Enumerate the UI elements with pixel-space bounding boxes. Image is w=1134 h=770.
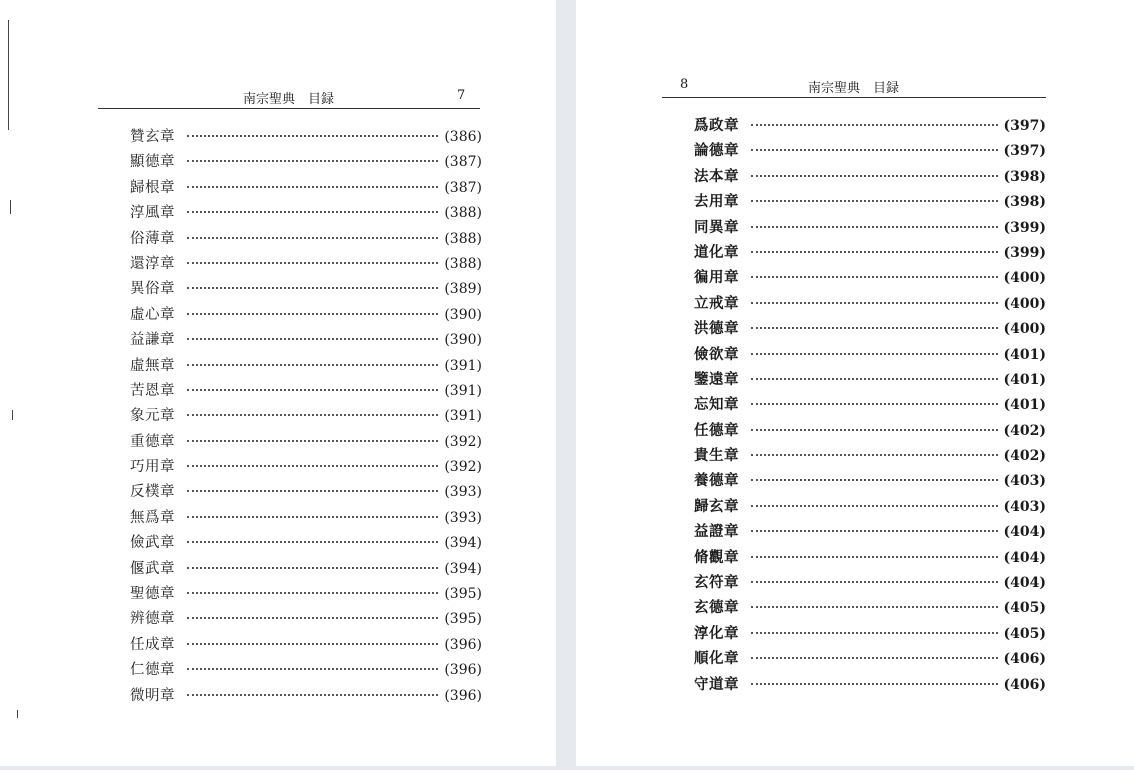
- toc-entry-title: 去用章: [694, 193, 739, 211]
- scan-edge-mark: [12, 410, 13, 420]
- dot-leader: [187, 490, 438, 492]
- dot-leader: [187, 160, 438, 162]
- toc-entry: [130, 557, 482, 582]
- dot-leader: [751, 556, 998, 558]
- dot-leader: [751, 353, 998, 355]
- dot-leader: [751, 479, 998, 481]
- toc-entry: [694, 418, 1046, 443]
- toc-entry-title: 重德章: [130, 433, 175, 450]
- toc-entry-page: (398): [1003, 194, 1046, 211]
- dot-leader: [187, 186, 438, 188]
- toc-entry: [694, 113, 1046, 138]
- dot-leader: [751, 581, 998, 583]
- dot-leader: [187, 567, 438, 569]
- running-header: [243, 88, 334, 107]
- toc-entry-page: (396): [444, 687, 482, 704]
- dot-leader: [187, 313, 438, 315]
- scan-edge-mark: [17, 710, 18, 718]
- toc-entry: [130, 607, 482, 632]
- toc-entry: [694, 443, 1046, 468]
- toc-entry-page: (404): [1003, 575, 1046, 592]
- dot-leader: [751, 429, 998, 431]
- toc-entry-page: (403): [1003, 498, 1046, 515]
- toc-entry: [694, 189, 1046, 214]
- toc-entry: [694, 392, 1046, 417]
- dot-leader: [751, 149, 998, 151]
- dot-leader: [751, 403, 998, 405]
- toc-entry-page: (406): [1003, 676, 1046, 693]
- toc-entry-title: 脩觀章: [694, 548, 739, 566]
- toc-entry: [130, 455, 482, 480]
- dot-leader: [187, 465, 438, 467]
- toc-entry: [694, 240, 1046, 265]
- toc-entry-page: (395): [444, 586, 482, 603]
- toc-entry-page: (398): [1003, 168, 1046, 185]
- toc-entry: [130, 379, 482, 404]
- table-of-contents: [130, 125, 482, 709]
- toc-entry-title: 鑒遠章: [694, 370, 739, 388]
- toc-entry: [694, 367, 1046, 392]
- dot-leader: [187, 414, 438, 416]
- toc-entry-page: (387): [444, 154, 482, 171]
- toc-entry-page: (390): [444, 306, 482, 323]
- toc-entry-title: 立戒章: [694, 294, 739, 312]
- toc-entry-page: (405): [1003, 625, 1046, 642]
- dot-leader: [187, 541, 438, 543]
- toc-entry: [694, 519, 1046, 544]
- dot-leader: [187, 135, 438, 137]
- toc-entry-title: 玄符章: [694, 574, 739, 592]
- dot-leader: [751, 606, 998, 608]
- toc-entry: [694, 545, 1046, 570]
- toc-entry-page: (400): [1003, 295, 1046, 312]
- dot-leader: [751, 200, 998, 202]
- toc-entry: [694, 621, 1046, 646]
- toc-entry: [130, 354, 482, 379]
- toc-entry-page: (393): [444, 484, 482, 501]
- toc-entry: [130, 303, 482, 328]
- toc-entry-page: (397): [1003, 118, 1046, 134]
- toc-entry-page: (392): [444, 459, 482, 476]
- dot-leader: [751, 175, 998, 177]
- dot-leader: [187, 668, 438, 670]
- toc-entry-page: (387): [444, 179, 482, 196]
- toc-entry: [130, 277, 482, 302]
- toc-entry-title: 養德章: [694, 472, 739, 490]
- toc-entry-page: (404): [1003, 524, 1046, 541]
- dot-leader: [751, 276, 998, 278]
- dot-leader: [751, 327, 998, 329]
- dot-leader: [751, 505, 998, 507]
- toc-entry-title: 巧用章: [130, 459, 175, 476]
- toc-entry-title: 仁德章: [130, 662, 175, 679]
- toc-entry-title: 儉武章: [130, 535, 175, 552]
- dot-leader: [187, 643, 438, 645]
- toc-entry-title: 忘知章: [694, 396, 739, 414]
- toc-entry: [130, 582, 482, 607]
- toc-entry: [694, 164, 1046, 189]
- dot-leader: [751, 251, 998, 253]
- toc-entry-page: (396): [444, 636, 482, 653]
- toc-entry: [130, 176, 482, 201]
- toc-entry-page: (400): [1003, 270, 1046, 287]
- toc-entry: [694, 316, 1046, 341]
- toc-entry-title: 異俗章: [130, 281, 175, 298]
- toc-entry-title: 象元章: [130, 408, 175, 425]
- page-number: [457, 88, 465, 103]
- dot-leader: [187, 389, 438, 391]
- toc-entry-page: (401): [1003, 346, 1046, 363]
- toc-entry: [694, 570, 1046, 595]
- toc-entry-title: 辨德章: [130, 611, 175, 628]
- toc-entry: [694, 672, 1046, 697]
- dot-leader: [187, 237, 438, 239]
- toc-entry-title: 爲政章: [694, 117, 739, 134]
- dot-leader: [187, 211, 438, 213]
- toc-entry: [694, 215, 1046, 240]
- toc-entry-title: 微明章: [130, 687, 175, 704]
- toc-entry-page: (386): [444, 129, 482, 145]
- toc-entry-title: 偃武章: [130, 560, 175, 577]
- toc-entry-title: 贊玄章: [130, 129, 175, 145]
- toc-entry: [130, 480, 482, 505]
- toc-entry-title: 儉欲章: [694, 345, 739, 363]
- toc-entry-title: 任成章: [130, 636, 175, 653]
- toc-entry: [130, 252, 482, 277]
- toc-entry-page: (388): [444, 205, 482, 222]
- toc-entry: [130, 684, 482, 709]
- toc-entry-page: (396): [444, 662, 482, 679]
- toc-entry: [130, 150, 482, 175]
- toc-entry-title: 論德章: [694, 142, 739, 160]
- toc-entry-page: (401): [1003, 397, 1046, 414]
- toc-entry-title: 聖德章: [130, 586, 175, 603]
- toc-entry: [130, 506, 482, 531]
- page-number: [680, 77, 688, 92]
- toc-entry: [694, 138, 1046, 163]
- header-rule: [662, 97, 1046, 98]
- toc-entry-title: 洪德章: [694, 320, 739, 338]
- page-number-text: 7: [457, 88, 466, 103]
- toc-entry-title: 守道章: [694, 675, 739, 693]
- dot-leader: [751, 683, 998, 685]
- toc-entry: [130, 328, 482, 353]
- toc-entry-page: (405): [1003, 600, 1046, 617]
- dot-leader: [187, 440, 438, 442]
- scan-edge-mark: [8, 20, 9, 130]
- toc-entry-title: 反樸章: [130, 484, 175, 501]
- dot-leader: [187, 364, 438, 366]
- toc-entry: [694, 595, 1046, 620]
- dot-leader: [751, 124, 998, 126]
- toc-entry-title: 顯德章: [130, 154, 175, 171]
- dot-leader: [751, 302, 998, 304]
- dot-leader: [751, 226, 998, 228]
- toc-entry-title: 俗薄章: [130, 230, 175, 247]
- toc-entry: [694, 646, 1046, 671]
- toc-entry: [130, 658, 482, 683]
- toc-entry-title: 苦恩章: [130, 382, 175, 399]
- toc-entry-title: 徧用章: [694, 269, 739, 287]
- toc-entry-page: (397): [1003, 143, 1046, 160]
- page-7: [0, 0, 556, 766]
- toc-entry: [130, 430, 482, 455]
- toc-entry: [694, 291, 1046, 316]
- toc-entry-title: 順化章: [694, 650, 739, 668]
- toc-entry-title: 還淳章: [130, 255, 175, 272]
- toc-entry-title: 無爲章: [130, 509, 175, 526]
- toc-entry-title: 貴生章: [694, 447, 739, 465]
- toc-entry-title: 法本章: [694, 167, 739, 185]
- toc-entry-page: (403): [1003, 473, 1046, 490]
- toc-entry-page: (388): [444, 230, 482, 247]
- toc-entry: [130, 227, 482, 252]
- toc-entry-title: 虛無章: [130, 357, 175, 374]
- dot-leader: [751, 378, 998, 380]
- table-of-contents: [694, 113, 1046, 697]
- dot-leader: [187, 694, 438, 696]
- dot-leader: [751, 632, 998, 634]
- header-title: 南宗聖典 目録: [808, 81, 900, 96]
- toc-entry-page: (391): [444, 357, 482, 374]
- toc-entry-title: 淳化章: [694, 624, 739, 642]
- toc-entry-title: 同異章: [694, 218, 739, 236]
- toc-entry-page: (392): [444, 433, 482, 450]
- toc-entry-page: (399): [1003, 244, 1046, 261]
- toc-entry-title: 玄德章: [694, 599, 739, 617]
- toc-entry: [694, 468, 1046, 493]
- toc-entry-page: (402): [1003, 448, 1046, 465]
- toc-entry-title: 歸玄章: [694, 497, 739, 515]
- toc-entry-page: (402): [1003, 422, 1046, 439]
- running-header: [808, 77, 899, 96]
- toc-entry: [694, 342, 1046, 367]
- toc-entry: [130, 201, 482, 226]
- toc-entry-title: 歸根章: [130, 179, 175, 196]
- toc-entry: [694, 494, 1046, 519]
- toc-entry: [694, 265, 1046, 290]
- toc-entry-page: (404): [1003, 549, 1046, 566]
- toc-entry-page: (388): [444, 255, 482, 272]
- toc-entry-page: (400): [1003, 321, 1046, 338]
- dot-leader: [187, 617, 438, 619]
- toc-entry: [130, 125, 482, 150]
- header-rule: [98, 108, 480, 109]
- dot-leader: [751, 454, 998, 456]
- scan-edge-mark: [10, 200, 11, 214]
- toc-entry-title: 益證章: [694, 523, 739, 541]
- dot-leader: [187, 516, 438, 518]
- toc-entry-page: (393): [444, 509, 482, 526]
- toc-entry-page: (390): [444, 332, 482, 349]
- toc-entry: [130, 404, 482, 429]
- toc-entry-page: (406): [1003, 651, 1046, 668]
- toc-entry-page: (399): [1003, 219, 1046, 236]
- dot-leader: [187, 592, 438, 594]
- dot-leader: [751, 530, 998, 532]
- dot-leader: [187, 338, 438, 340]
- toc-entry-page: (391): [444, 382, 482, 399]
- dot-leader: [751, 657, 998, 659]
- toc-entry-page: (389): [444, 281, 482, 298]
- toc-entry-title: 淳風章: [130, 205, 175, 222]
- toc-entry: [130, 531, 482, 556]
- toc-entry-page: (395): [444, 611, 482, 628]
- toc-entry-title: 益謙章: [130, 332, 175, 349]
- dot-leader: [187, 262, 438, 264]
- toc-entry-page: (401): [1003, 371, 1046, 388]
- header-title: 南宗聖典 目録: [243, 92, 335, 107]
- toc-entry-title: 任德章: [694, 421, 739, 439]
- toc-entry: [130, 633, 482, 658]
- toc-entry-page: (394): [444, 535, 482, 552]
- dot-leader: [187, 287, 438, 289]
- toc-entry-page: (391): [444, 408, 482, 425]
- page-number-text: 8: [680, 77, 689, 92]
- toc-entry-title: 虛心章: [130, 306, 175, 323]
- toc-entry-page: (394): [444, 560, 482, 577]
- toc-entry-title: 道化章: [694, 243, 739, 261]
- page-8: [576, 0, 1134, 766]
